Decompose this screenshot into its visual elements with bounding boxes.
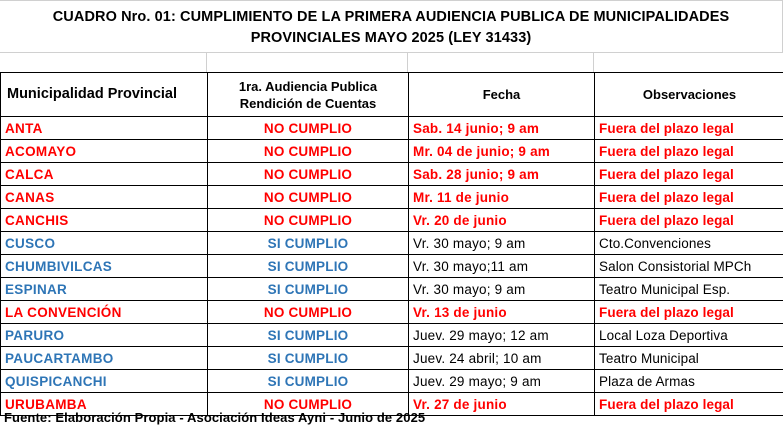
header-observaciones: Observaciones: [595, 73, 783, 117]
cell-municipalidad: ESPINAR: [1, 278, 208, 301]
cell-fecha: Vr. 30 mayo; 9 am: [409, 232, 595, 255]
source-note: Fuente: Elaboración Propia - Asociación Ideas Ayni - Junio de 2025: [4, 410, 426, 425]
table-row: [1, 117, 783, 140]
cell-fecha: Mr. 11 de junio: [409, 186, 595, 209]
table-row: [1, 186, 783, 209]
cell-estado: NO CUMPLIO: [208, 140, 409, 163]
cell-fecha: Juev. 24 abril; 10 am: [409, 347, 595, 370]
spacer-row: [0, 52, 783, 72]
cell-observaciones: Fuera del plazo legal: [595, 209, 783, 232]
cell-municipalidad: CANAS: [1, 186, 208, 209]
cell-observaciones: Cto.Convenciones: [595, 232, 783, 255]
table-row: [1, 163, 783, 186]
cell-estado: SI CUMPLIO: [208, 278, 409, 301]
cell-fecha: Sab. 28 junio; 9 am: [409, 163, 595, 186]
table-row: [1, 301, 783, 324]
table-row: [1, 278, 783, 301]
gridline: [593, 53, 594, 73]
table-row: [1, 324, 783, 347]
cell-estado: NO CUMPLIO: [208, 209, 409, 232]
gridline: [407, 53, 408, 73]
cell-municipalidad: LA CONVENCIÓN: [1, 301, 208, 324]
cell-observaciones: Teatro Municipal: [595, 347, 783, 370]
header-audiencia-line-1: 1ra. Audiencia Publica: [238, 78, 378, 94]
table-row: [1, 140, 783, 163]
cell-observaciones: Fuera del plazo legal: [595, 301, 783, 324]
cell-estado: NO CUMPLIO: [208, 393, 409, 416]
cell-observaciones: Fuera del plazo legal: [595, 140, 783, 163]
cell-municipalidad: PARURO: [1, 324, 208, 347]
table-row: [1, 255, 783, 278]
cell-municipalidad: CHUMBIVILCAS: [1, 255, 208, 278]
cell-municipalidad: CANCHIS: [1, 209, 208, 232]
cell-observaciones: Fuera del plazo legal: [595, 393, 783, 416]
cell-observaciones: Fuera del plazo legal: [595, 117, 783, 140]
cell-estado: SI CUMPLIO: [208, 324, 409, 347]
cell-municipalidad: QUISPICANCHI: [1, 370, 208, 393]
cell-fecha: Vr. 13 de junio: [409, 301, 595, 324]
header-audiencia: [208, 73, 409, 117]
table-row: [1, 347, 783, 370]
table-row: [1, 370, 783, 393]
cell-observaciones: Salon Consistorial MPCh: [595, 255, 783, 278]
cell-fecha: Vr. 30 mayo;11 am: [409, 255, 595, 278]
cell-estado: NO CUMPLIO: [208, 301, 409, 324]
cell-municipalidad: ANTA: [1, 117, 208, 140]
cell-municipalidad: CUSCO: [1, 232, 208, 255]
cell-estado: NO CUMPLIO: [208, 186, 409, 209]
cell-fecha: Vr. 30 mayo; 9 am: [409, 278, 595, 301]
cell-municipalidad: PAUCARTAMBO: [1, 347, 208, 370]
cell-fecha: Juev. 29 mayo; 12 am: [409, 324, 595, 347]
table-title: [0, 0, 783, 52]
cell-estado: NO CUMPLIO: [208, 117, 409, 140]
cell-estado: NO CUMPLIO: [208, 163, 409, 186]
header-municipalidad: Municipalidad Provincial: [1, 73, 208, 117]
cell-estado: SI CUMPLIO: [208, 370, 409, 393]
table-row: [1, 209, 783, 232]
title-line-2: PROVINCIALES MAYO 2025 (LEY 31433): [250, 30, 532, 46]
cell-estado: SI CUMPLIO: [208, 347, 409, 370]
title-line-1: CUADRO Nro. 01: CUMPLIMIENTO DE LA PRIMERA AUDIENCIA PUBLICA DE MUNICIPALIDADES: [52, 9, 730, 25]
cell-fecha: Mr. 04 de junio; 9 am: [409, 140, 595, 163]
header-fecha: Fecha: [409, 73, 595, 117]
cell-estado: SI CUMPLIO: [208, 255, 409, 278]
cell-fecha: Juev. 29 mayo; 9 am: [409, 370, 595, 393]
cell-observaciones: Fuera del plazo legal: [595, 186, 783, 209]
cell-municipalidad: ACOMAYO: [1, 140, 208, 163]
cell-fecha: Vr. 20 de junio: [409, 209, 595, 232]
cell-fecha: Vr. 27 de junio: [409, 393, 595, 416]
cell-fecha: Sab. 14 junio; 9 am: [409, 117, 595, 140]
cell-observaciones: Plaza de Armas: [595, 370, 783, 393]
cell-municipalidad: URUBAMBA: [1, 393, 208, 416]
header-row: [1, 73, 783, 117]
compliance-table: [0, 72, 783, 416]
header-audiencia-line-2: Rendición de Cuentas: [239, 95, 377, 111]
cell-estado: SI CUMPLIO: [208, 232, 409, 255]
gridline: [206, 53, 207, 73]
table-row: [1, 232, 783, 255]
cell-observaciones: Local Loza Deportiva: [595, 324, 783, 347]
cell-observaciones: Teatro Municipal Esp.: [595, 278, 783, 301]
cell-observaciones: Fuera del plazo legal: [595, 163, 783, 186]
cell-municipalidad: CALCA: [1, 163, 208, 186]
